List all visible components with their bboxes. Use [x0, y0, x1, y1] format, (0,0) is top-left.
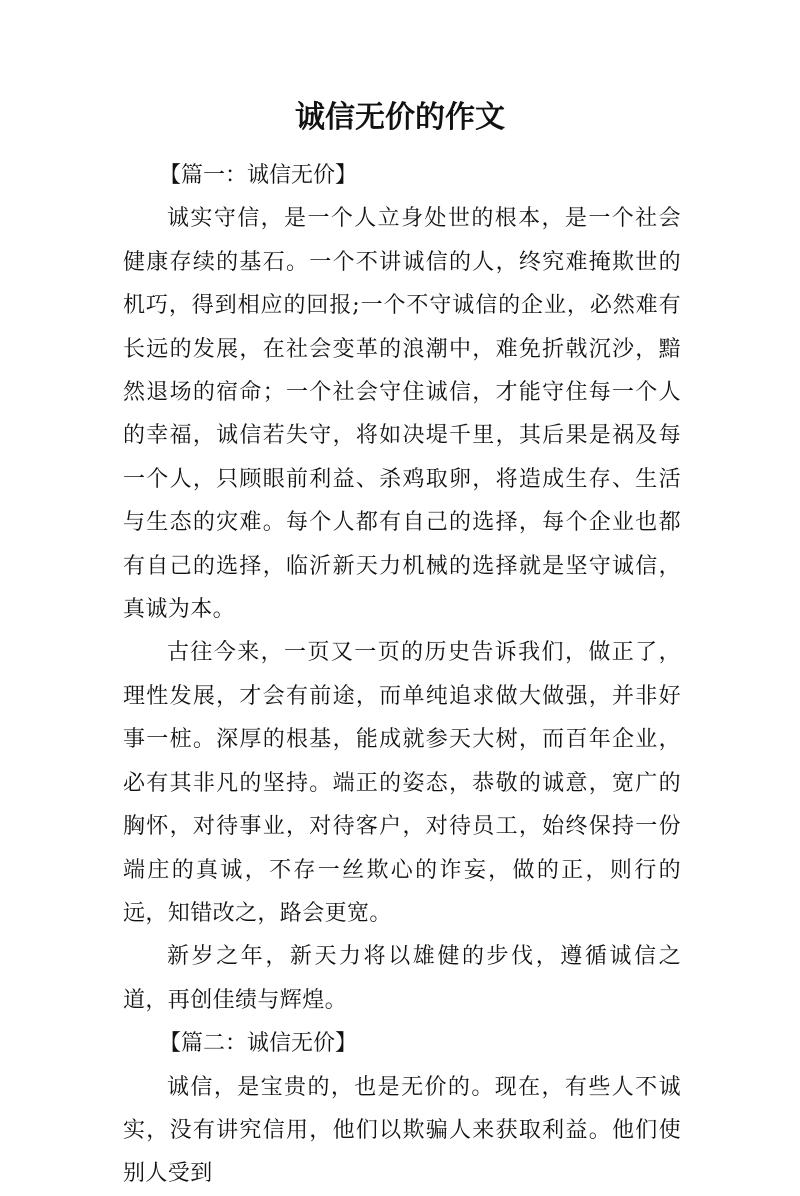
paragraph: 诚实守信，是一个人立身处世的根本，是一个社会健康存续的基石。一个不讲诚信的人，终究难掩欺世的机巧，得到相应的回报;一个不守诚信的企业，必然难有长远的发展，在社会变革的浪潮中，难免折戟沉沙，黯然退场的宿命；一个社会守住诚信，才能守住每一个人的幸福，诚信若失守，将如决堤千里，其后果是祸及每一个人，只顾眼前利益、杀鸡取卵，将造成生存、生活与生态的灾难。每个人都有自己的选择，每个企业也都有自己的选择，临沂新天力机械的选择就是坚守诚信，真诚为本。: [123, 206, 681, 623]
document-title: 诚信无价的作文: [295, 100, 505, 135]
section-heading: 【篇二：诚信无价】: [159, 1031, 358, 1057]
section-heading: 【篇一：诚信无价】: [159, 163, 358, 188]
paragraph: 诚信，是宝贵的，也是无价的。现在，有些人不诚实，没有讲究信用，他们以欺骗人来获取利益。他们使别人受到: [123, 1074, 681, 1187]
document-body: [123, 154, 681, 1196]
paragraph: 古往今来，一页又一页的历史告诉我们，做正了，理性发展，才会有前途，而单纯追求做大做强，并非好事一桩。深厚的根基，能成就参天大树，而百年企业，必有其非凡的坚持。端正的姿态，恭敬的诚意，宽广的胸怀，对待事业，对待客户，对待员工，始终保持一份端庄的真诚，不存一丝欺心的诈妄，做的正，则行的远，知错改之，路会更宽。: [123, 640, 681, 926]
paragraph: 新岁之年，新天力将以雄健的步伐，遵循诚信之道，再创佳绩与辉煌。: [123, 944, 681, 1013]
